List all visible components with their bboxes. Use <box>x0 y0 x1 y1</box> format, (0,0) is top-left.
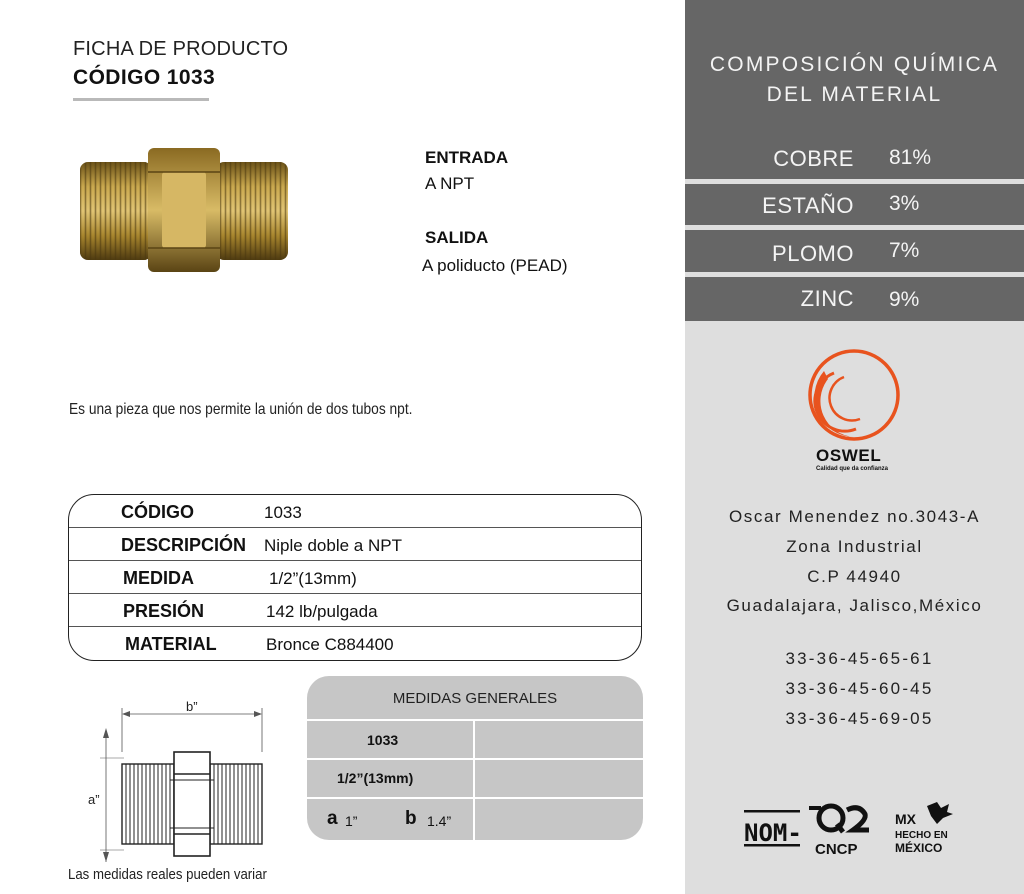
grid-line <box>307 758 643 760</box>
product-photo <box>78 142 290 278</box>
spec-value: 142 lb/pulgada <box>266 602 378 621</box>
document-subtitle: FICHA DE PRODUCTO <box>73 38 289 60</box>
spec-table <box>68 494 642 661</box>
technical-drawing <box>84 700 284 865</box>
medidas-a-value: 1” <box>345 813 358 829</box>
spec-value: 1033 <box>264 503 302 522</box>
row-separator <box>685 179 1024 184</box>
dimension-b-label: b” <box>186 700 198 714</box>
spec-key: PRESIÓN <box>123 601 205 621</box>
spec-key: MATERIAL <box>125 634 217 654</box>
spec-key: CÓDIGO <box>121 502 195 522</box>
chem-name-cobre: COBRE <box>773 146 854 171</box>
row-separator <box>685 272 1024 277</box>
oswel-logo-icon <box>804 347 900 447</box>
medidas-code: 1033 <box>367 732 399 748</box>
spec-key: DESCRIPCIÓN <box>121 535 247 555</box>
grid-line <box>473 719 475 840</box>
dimension-a-label: a” <box>88 792 100 807</box>
chem-pct-zinc: 9% <box>889 288 920 311</box>
spec-key: MEDIDA <box>123 568 194 588</box>
nom-label: NOM- <box>744 819 802 847</box>
spec-row-medida <box>69 561 641 594</box>
brand-name: OSWEL <box>816 446 882 465</box>
grid-line <box>307 719 643 721</box>
chem-name-estano: ESTAÑO <box>762 193 854 218</box>
right-panel <box>685 0 1024 894</box>
address-line-4: Guadalajara, Jalisco,México <box>726 596 983 615</box>
chem-pct-cobre: 81% <box>889 146 932 169</box>
phone-3: 33-36-45-69-05 <box>785 709 934 728</box>
chemistry-title-line2: DEL MATERIAL <box>766 83 943 106</box>
title-underline <box>73 98 209 101</box>
salida-label: SALIDA <box>425 228 489 247</box>
medidas-generales-table <box>307 676 643 840</box>
spec-value: Niple doble a NPT <box>264 536 402 555</box>
spec-row-descripcion <box>69 528 641 561</box>
chemistry-title-line1: COMPOSICIÓN QUÍMICA <box>709 53 1000 76</box>
medidas-b-value: 1.4” <box>427 813 452 829</box>
spec-value: 1/2”(13mm) <box>269 569 357 588</box>
medidas-size: 1/2”(13mm) <box>337 770 414 786</box>
chem-name-plomo: PLOMO <box>772 241 854 266</box>
entrada-label: ENTRADA <box>425 148 509 167</box>
entrada-value: A NPT <box>425 174 475 193</box>
grid-line <box>307 797 643 799</box>
hecho-en-label: HECHO EN <box>895 830 948 841</box>
address-line-2: Zona Industrial <box>786 537 923 556</box>
chem-pct-plomo: 7% <box>889 239 920 262</box>
medidas-b-label: b <box>405 808 417 829</box>
nom-certification-logo <box>743 800 809 854</box>
salida-value: A poliducto (PEAD) <box>422 256 568 275</box>
address-line-3: C.P 44940 <box>807 567 902 586</box>
phone-1: 33-36-45-65-61 <box>785 649 934 668</box>
spec-row-material <box>69 627 641 660</box>
chem-pct-estano: 3% <box>889 192 920 215</box>
hecho-en-mexico-logo <box>893 800 963 860</box>
cncp-label: CNCP <box>815 841 858 858</box>
address-line-1: Oscar Menendez no.3043-A <box>728 507 981 526</box>
spec-value: Bronce C884400 <box>266 635 394 654</box>
mx-label: MX <box>895 811 916 827</box>
spec-row-codigo <box>69 495 641 528</box>
product-description: Es una pieza que nos permite la unión de dos tubos npt. <box>69 401 413 418</box>
phone-2: 33-36-45-60-45 <box>785 679 934 698</box>
chem-name-zinc: ZINC <box>800 286 854 311</box>
spec-row-presion <box>69 594 641 627</box>
cncp-certification-logo <box>809 800 873 860</box>
row-separator <box>685 225 1024 230</box>
mexico-label: MÉXICO <box>895 841 943 855</box>
medidas-title: MEDIDAS GENERALES <box>392 690 558 707</box>
measurement-note: Las medidas reales pueden variar <box>68 866 267 883</box>
medidas-a-label: a <box>327 808 338 829</box>
brand-tagline: Calidad que da confianza <box>816 466 889 472</box>
product-code-title: CÓDIGO 1033 <box>73 66 216 89</box>
